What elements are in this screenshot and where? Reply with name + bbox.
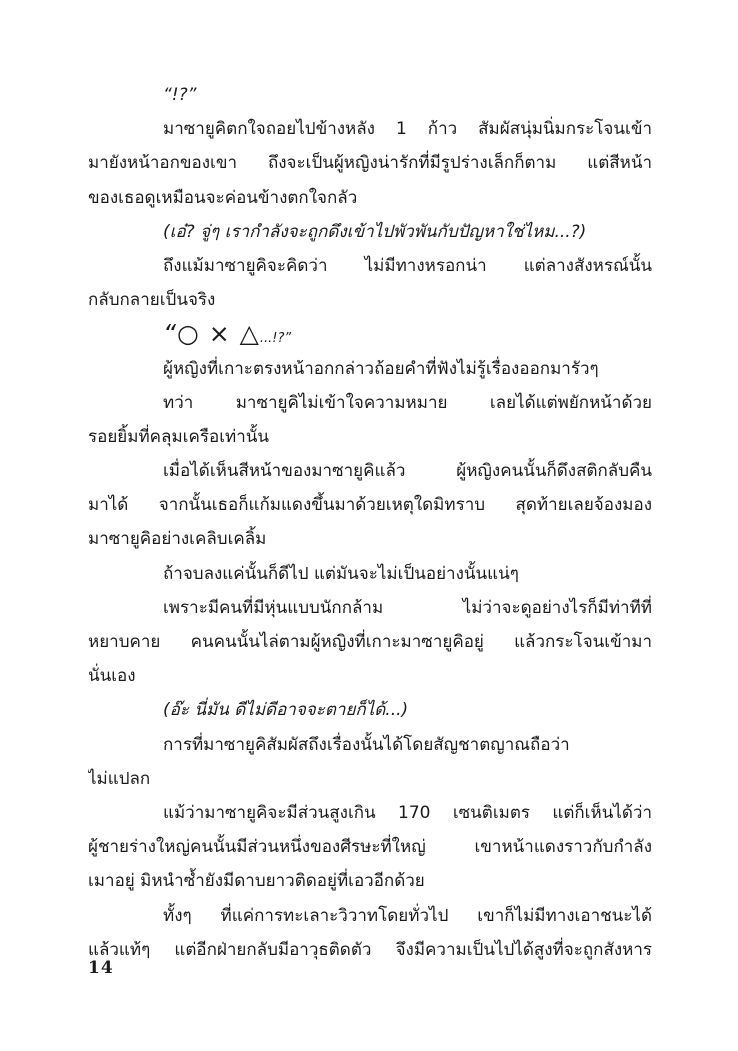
- paragraph-line: ถ้าจบลงแค่นั้นก็ดีไป แต่มันจะไม่เป็นอย่างนั้นแน่ๆ: [163, 563, 519, 584]
- paragraph-line: กลับกลายเป็นจริง: [88, 290, 216, 311]
- page-number: 14: [88, 958, 114, 978]
- thought-line: (เอ๋? จู่ๆ เรากำลังจะถูกดึงเข้าไปพัวพันกับปัญหาใช่ไหม...?): [163, 221, 587, 242]
- paragraph-line: ทั้งๆ ที่แค่การทะเลาะวิวาทโดยทั่วไป เขาก็ไม่มีทางเอาชนะได้: [163, 905, 652, 926]
- paragraph-line: ถึงแม้มาซายูคิจะคิดว่า ไม่มีทางหรอกน่า แต่ลางสังหรณ์นั้น: [163, 255, 652, 276]
- body-text: [88, 78, 652, 967]
- paragraph-line: ทว่า มาซายูคิไม่เข้าใจความหมาย เลยได้แต่พยักหน้าด้วย: [163, 392, 652, 413]
- paragraph-line: มายังหน้าอกของเขา ถึงจะเป็นผู้หญิงน่ารักที่มีรูปร่างเล็กก็ตาม แต่สีหน้า: [88, 153, 652, 174]
- paragraph-line: นั่นเอง: [88, 666, 136, 687]
- paragraph-line: เมื่อได้เห็นสีหน้าของมาซายูคิแล้ว ผู้หญิงคนนั้นก็ดึงสติกลับคืน: [163, 461, 652, 482]
- paragraph-line: เมาอยู่ มิหนำซ้ำยังมีดาบยาวติดอยู่ที่เอวอีกด้วย: [88, 871, 425, 892]
- paragraph-line: ของเธอดูเหมือนจะค่อนข้างตกใจกลัว: [88, 187, 358, 208]
- paragraph-line: แล้วแท้ๆ แต่อีกฝ่ายกลับมีอาวุธติดตัว จึงมีความเป็นไปได้สูงที่จะถูกสังหาร: [88, 939, 652, 960]
- paragraph-line: แม้ว่ามาซายูคิจะมีส่วนสูงเกิน 170 เซนติเมตร แต่ก็เห็นได้ว่า: [163, 802, 652, 823]
- thought-line: (อ๊ะ นี่มัน ดีไม่ดีอาจจะตายก็ได้...): [163, 700, 409, 721]
- paragraph-line: การที่มาซายูคิสัมผัสถึงเรื่องนั้นได้โดยสัญชาตญาณถือว่า: [163, 734, 570, 755]
- symbol-dialogue-line: [88, 317, 652, 351]
- paragraph-line: ไม่แปลก: [88, 768, 151, 789]
- symbol-tail: ...!?”: [259, 331, 292, 347]
- paragraph-line: เพราะมีคนที่มีหุ่นแบบนักกล้าม ไม่ว่าจะดูอย่างไรก็มีท่าทีที่: [163, 597, 652, 618]
- paragraph-line: มาได้ จากนั้นเธอก็แก้มแดงขึ้นมาด้วยเหตุใดมิทราบ สุดท้ายเลยจ้องมอง: [88, 495, 652, 516]
- paragraph-line: รอยยิ้มที่คลุมเครือเท่านั้น: [88, 426, 269, 447]
- garbled-symbols: ○ × △: [176, 319, 260, 349]
- paragraph-line: มาซายูคิอย่างเคลิบเคลิ้ม: [88, 529, 267, 550]
- paragraph-line: ผู้หญิงที่เกาะตรงหน้าอกกล่าวถ้อยคำที่ฟังไม่รู้เรื่องออกมารัวๆ: [163, 358, 599, 379]
- dialogue-line: “!?”: [163, 85, 197, 105]
- paragraph-line: ผู้ชายร่างใหญ่คนนั้นมีส่วนหนึ่งของศีรษะที่ใหญ่ เขาหน้าแดงราวกับกำลัง: [88, 837, 652, 858]
- paragraph-line: มาซายูคิตกใจถอยไปข้างหลัง 1 ก้าว สัมผัสนุ่มนิ่มกระโจนเข้า: [163, 119, 652, 140]
- paragraph-line: หยาบคาย คนคนนั้นไล่ตามผู้หญิงที่เกาะมาซายูคิอยู่ แล้วกระโจนเข้ามา: [88, 632, 652, 652]
- symbol-open-quote: “: [163, 319, 177, 349]
